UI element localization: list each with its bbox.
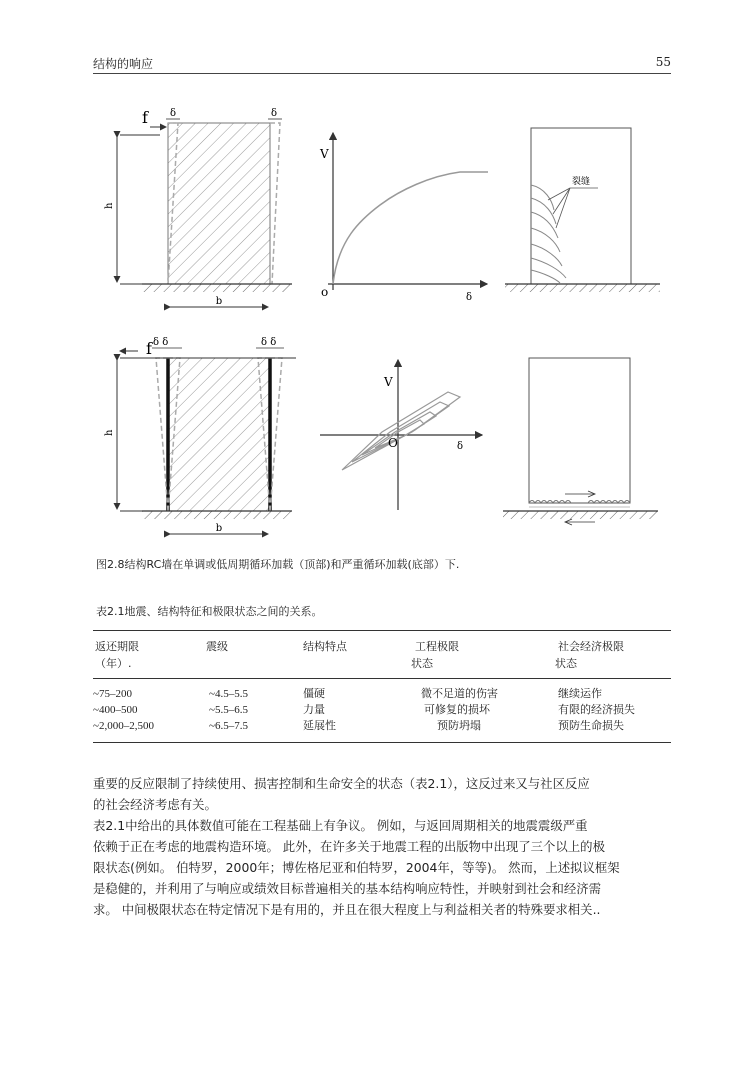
body-paragraph-1 <box>93 773 673 815</box>
f-label: f <box>146 339 152 358</box>
h-label: h <box>104 202 115 209</box>
hysteresis-curve <box>320 360 482 510</box>
cell-structural: 延展性 <box>303 719 336 732</box>
V-axis-label: V <box>320 147 329 161</box>
delta-label: δ <box>271 108 278 119</box>
b-label: b <box>215 523 223 534</box>
f-label: f <box>142 108 148 127</box>
b-label: b <box>215 296 223 307</box>
delta-axis-label: δ <box>457 441 464 452</box>
cell-period: ~75–200 <box>93 688 132 700</box>
wall-cyclic-diagram <box>104 337 296 534</box>
header-period: 返还期限 <box>95 640 139 653</box>
cell-magnitude: ~6.5–7.5 <box>209 720 248 732</box>
delta-axis-label: δ <box>466 292 473 303</box>
wall-monotonic-diagram <box>104 108 292 307</box>
table-top-rule <box>93 630 671 631</box>
cell-engineering: 可修复的损坏 <box>424 703 490 716</box>
sliding-wall-diagram <box>503 358 658 525</box>
cell-magnitude: ~5.5–6.5 <box>209 704 248 716</box>
delta-pair-label: δ δ <box>153 337 169 348</box>
cell-structural: 力量 <box>303 703 325 716</box>
header-engineering-2: 状态 <box>411 657 433 670</box>
header-period-unit: （年）. <box>95 657 132 670</box>
cracked-wall-diagram <box>505 128 660 292</box>
text-line: 依赖于正在考虑的地震构造环境。 此外，在许多关于地震工程的出版物中出现了三个以上的极 <box>93 839 605 854</box>
V-axis-label: V <box>384 375 393 389</box>
figure-2-8 <box>0 90 741 540</box>
text-line: 表2.1中给出的具体数值可能在工程基础上有争议。 例如，与返回周期相关的地震震级严重 <box>93 818 588 833</box>
cell-period: ~400–500 <box>93 704 138 716</box>
cell-engineering: 预防坍塌 <box>437 719 481 732</box>
header-engineering: 工程极限 <box>415 640 459 653</box>
body-paragraph-2 <box>93 815 673 920</box>
origin-label: O <box>388 436 398 450</box>
figure-caption: 图2.8结构RC墙在单调或低周期循环加载（顶部)和严重循环加载(底部）下. <box>96 558 460 571</box>
header-structural: 结构特点 <box>303 640 347 653</box>
cell-socioeconomic: 预防生命损失 <box>558 719 624 732</box>
page-number: 55 <box>655 55 671 69</box>
table-bottom-rule <box>93 742 671 743</box>
running-title: 结构的响应 <box>93 57 154 71</box>
h-label: h <box>104 429 115 436</box>
header-magnitude: 震级 <box>206 640 228 653</box>
text-line: 的社会经济考虑有关。 <box>93 797 217 812</box>
cell-magnitude: ~4.5–5.5 <box>209 688 248 700</box>
cell-period: ~2,000–2,500 <box>93 720 154 732</box>
text-line: 是稳健的，并利用了与响应或绩效目标普遍相关的基本结构响应特性，并映射到社会和经济需 <box>93 881 602 896</box>
crack-label: 裂缝 <box>572 177 591 187</box>
table-header-rule <box>93 678 671 679</box>
table-caption: 表2.1地震、结构特征和极限状态之间的关系。 <box>96 605 323 618</box>
origin-label: o <box>321 285 329 299</box>
cell-engineering: 微不足道的伤害 <box>421 687 498 700</box>
text-line: 限状态(例如。 伯特罗，2000年；博佐格尼亚和伯特罗，2004年，等等)。 然而，上述拟议框架 <box>93 860 620 875</box>
cell-socioeconomic: 继续运作 <box>558 687 602 700</box>
cell-structural: 僵硬 <box>303 687 325 700</box>
page-header <box>93 55 671 74</box>
header-socioeconomic-2: 状态 <box>555 657 577 670</box>
delta-pair-label: δ δ <box>261 337 277 348</box>
header-socioeconomic: 社会经济极限 <box>558 640 624 653</box>
delta-label: δ <box>170 108 177 119</box>
monotonic-curve <box>319 133 488 303</box>
cell-socioeconomic: 有限的经济损失 <box>558 703 635 716</box>
text-line: 求。 中间极限状态在特定情况下是有用的，并且在很大程度上与利益相关者的特殊要求相关.. <box>93 902 601 917</box>
text-line: 重要的反应限制了持续使用、损害控制和生命安全的状态（表2.1），这反过来又与社区反应 <box>93 776 590 791</box>
